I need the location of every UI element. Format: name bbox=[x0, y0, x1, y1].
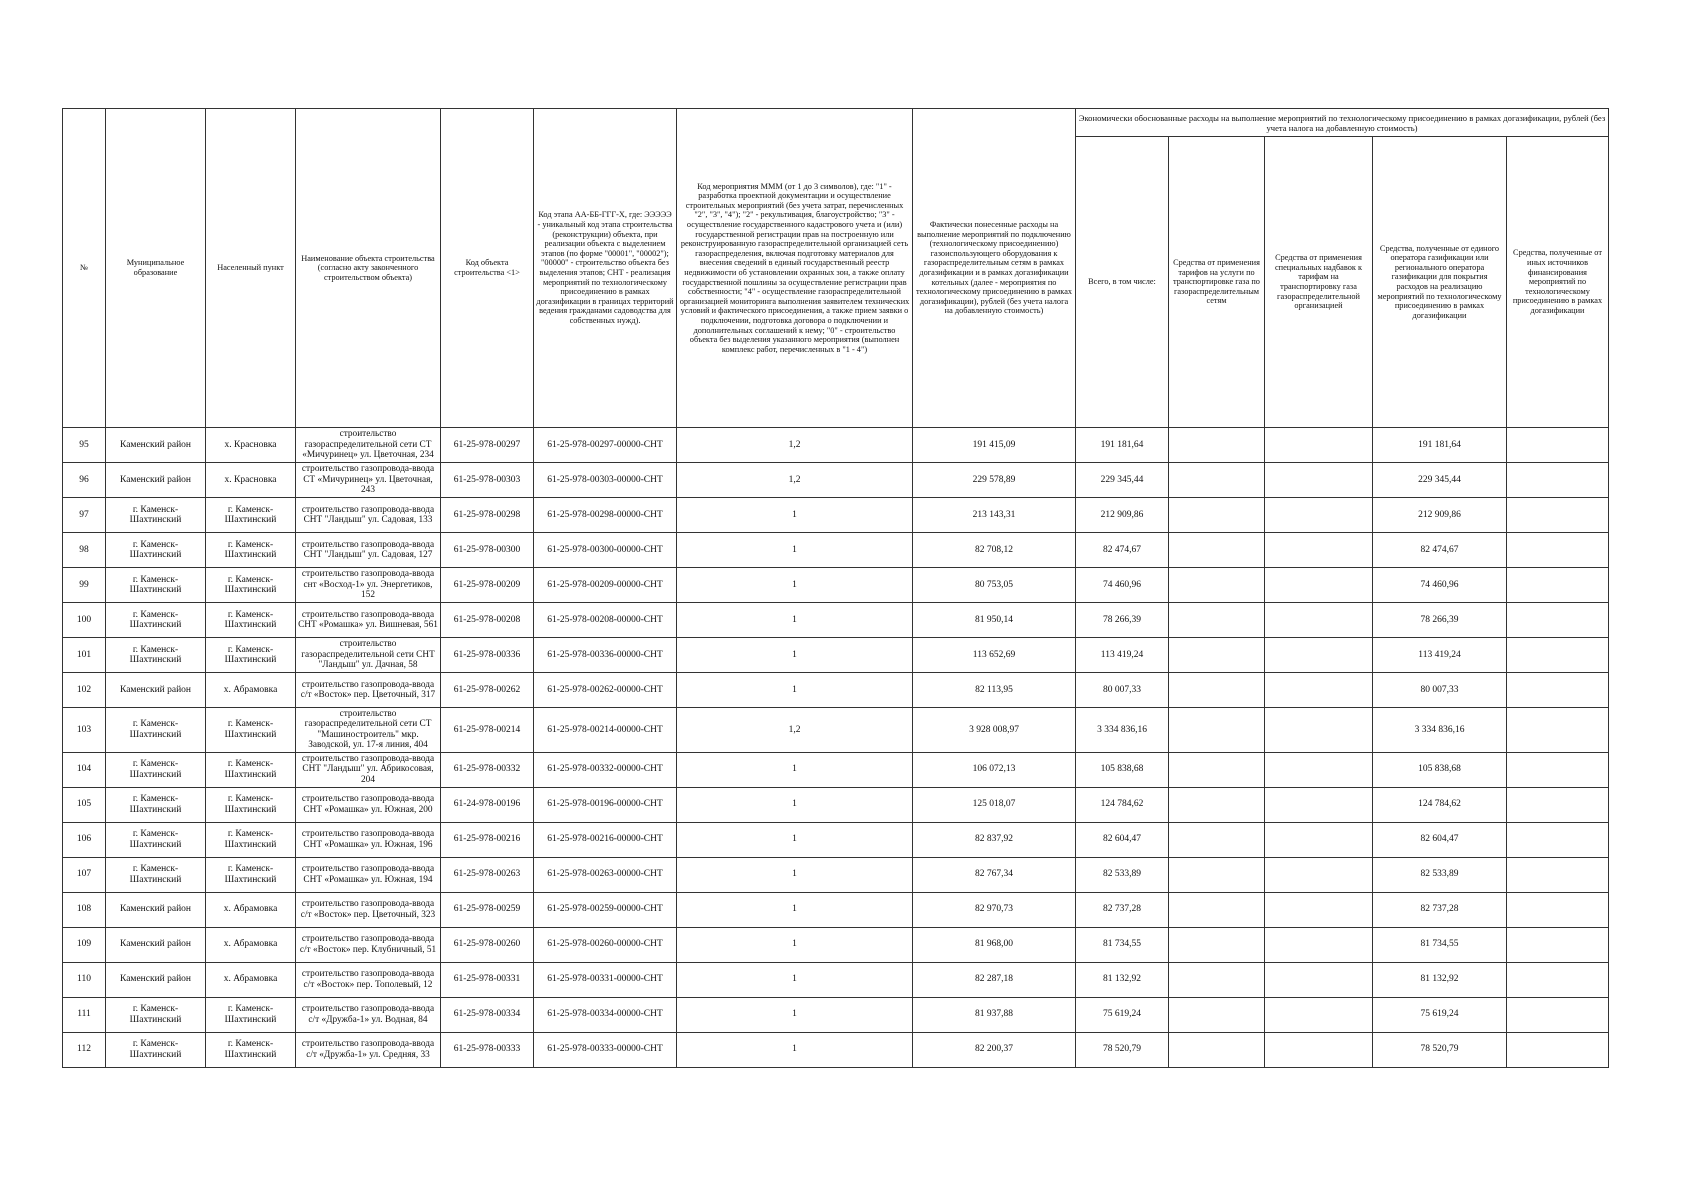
table-row bbox=[63, 822, 1609, 857]
header-actual-costs: Фактически понесенные расходы на выполнение мероприятий по подключению (технологическому присоединению) газоиспользующего оборудования к газораспределительным сетям в рамках догазификации и в рамках догазификации котельных (далее - мероприятия по технологическому присоединению в рамках догазификации), рублей (без учета налога на добавленную стоимость) bbox=[913, 109, 1076, 428]
cell-object-code: 61-25-978-00332 bbox=[441, 752, 534, 787]
cell-total: 113 419,24 bbox=[1076, 638, 1169, 673]
cell-total: 81 734,55 bbox=[1076, 927, 1169, 962]
cell-event-code: 1,2 bbox=[677, 463, 913, 498]
cell-event-code: 1 bbox=[677, 787, 913, 822]
cell-settlement: х. Абрамовка bbox=[206, 673, 296, 708]
cell-other bbox=[1507, 568, 1609, 603]
cell-object-name: строительство газопровода-ввода СНТ «Ромашка» ул. Южная, 196 bbox=[296, 822, 441, 857]
cell-actual-costs: 80 753,05 bbox=[913, 568, 1076, 603]
cell-operator: 81 734,55 bbox=[1373, 927, 1507, 962]
table-row bbox=[63, 997, 1609, 1032]
cell-settlement: г. Каменск-Шахтинский bbox=[206, 568, 296, 603]
cell-operator: 80 007,33 bbox=[1373, 673, 1507, 708]
cell-object-name: строительство газопровода-ввода СНТ «Ромашка» ул. Вишневая, 561 bbox=[296, 603, 441, 638]
cell-other bbox=[1507, 498, 1609, 533]
cell-num: 96 bbox=[63, 463, 106, 498]
cell-tariff bbox=[1169, 822, 1265, 857]
cell-object-name: строительство газопровода-ввода СНТ "Ландыш" ул. Абрикосовая, 204 bbox=[296, 752, 441, 787]
cell-surcharge bbox=[1265, 752, 1373, 787]
cell-stage-code: 61-25-978-00216-00000-СНТ bbox=[534, 822, 677, 857]
cell-stage-code: 61-25-978-00214-00000-СНТ bbox=[534, 708, 677, 753]
cell-operator: 75 619,24 bbox=[1373, 997, 1507, 1032]
cell-total: 229 345,44 bbox=[1076, 463, 1169, 498]
cell-tariff bbox=[1169, 603, 1265, 638]
cell-other bbox=[1507, 857, 1609, 892]
cell-num: 100 bbox=[63, 603, 106, 638]
cell-other bbox=[1507, 463, 1609, 498]
table-row bbox=[63, 603, 1609, 638]
cell-other bbox=[1507, 962, 1609, 997]
cell-object-code: 61-24-978-00196 bbox=[441, 787, 534, 822]
cell-surcharge bbox=[1265, 787, 1373, 822]
cell-tariff bbox=[1169, 892, 1265, 927]
cell-event-code: 1 bbox=[677, 673, 913, 708]
cell-actual-costs: 82 837,92 bbox=[913, 822, 1076, 857]
cell-operator: 113 419,24 bbox=[1373, 638, 1507, 673]
cell-event-code: 1,2 bbox=[677, 708, 913, 753]
header-other: Средства, полученные от иных источников финансирования мероприятий по технологическому присоединению в рамках догазификации bbox=[1507, 137, 1609, 428]
cell-total: 75 619,24 bbox=[1076, 997, 1169, 1032]
cell-settlement: г. Каменск-Шахтинский bbox=[206, 603, 296, 638]
cell-stage-code: 61-25-978-00303-00000-СНТ bbox=[534, 463, 677, 498]
header-num: № bbox=[63, 109, 106, 428]
cell-other bbox=[1507, 822, 1609, 857]
table-row bbox=[63, 673, 1609, 708]
cell-other bbox=[1507, 603, 1609, 638]
header-surcharge: Средства от применения специальных надбавок к тарифам на транспортировку газа газораспределительной организацией bbox=[1265, 137, 1373, 428]
cell-object-name: строительство газопровода-ввода снт «Восход-1» ул. Энергетиков, 152 bbox=[296, 568, 441, 603]
cell-stage-code: 61-25-978-00259-00000-СНТ bbox=[534, 892, 677, 927]
table-row bbox=[63, 638, 1609, 673]
cell-operator: 191 181,64 bbox=[1373, 428, 1507, 463]
cell-total: 3 334 836,16 bbox=[1076, 708, 1169, 753]
cell-settlement: г. Каменск-Шахтинский bbox=[206, 708, 296, 753]
cell-num: 111 bbox=[63, 997, 106, 1032]
table-row bbox=[63, 463, 1609, 498]
cell-object-code: 61-25-978-00334 bbox=[441, 997, 534, 1032]
cell-tariff bbox=[1169, 638, 1265, 673]
cell-surcharge bbox=[1265, 533, 1373, 568]
cell-settlement: х. Абрамовка bbox=[206, 892, 296, 927]
cell-municipality: г. Каменск-Шахтинский bbox=[106, 638, 206, 673]
cell-settlement: г. Каменск-Шахтинский bbox=[206, 752, 296, 787]
cell-num: 104 bbox=[63, 752, 106, 787]
cell-operator: 78 520,79 bbox=[1373, 1032, 1507, 1067]
cell-stage-code: 61-25-978-00297-00000-СНТ bbox=[534, 428, 677, 463]
cell-operator: 82 533,89 bbox=[1373, 857, 1507, 892]
cell-object-name: строительство газопровода-ввода СНТ «Ромашка» ул. Южная, 200 bbox=[296, 787, 441, 822]
header-tariff: Средства от применения тарифов на услуги по транспортировке газа по газораспределительным сетям bbox=[1169, 137, 1265, 428]
cell-surcharge bbox=[1265, 638, 1373, 673]
cell-stage-code: 61-25-978-00298-00000-СНТ bbox=[534, 498, 677, 533]
cell-total: 82 737,28 bbox=[1076, 892, 1169, 927]
table-row bbox=[63, 787, 1609, 822]
cell-num: 99 bbox=[63, 568, 106, 603]
cell-municipality: г. Каменск-Шахтинский bbox=[106, 822, 206, 857]
header-object-code: Код объекта строительства <1> bbox=[441, 109, 534, 428]
cell-object-name: строительство газораспределительной сети СНТ "Ландыш" ул. Дачная, 58 bbox=[296, 638, 441, 673]
cell-tariff bbox=[1169, 927, 1265, 962]
cell-stage-code: 61-25-978-00196-00000-СНТ bbox=[534, 787, 677, 822]
cell-object-name: строительство газопровода-ввода с/т «Дружба-1» ул. Водная, 84 bbox=[296, 997, 441, 1032]
table-row bbox=[63, 1032, 1609, 1067]
cell-actual-costs: 113 652,69 bbox=[913, 638, 1076, 673]
cell-actual-costs: 125 018,07 bbox=[913, 787, 1076, 822]
cell-stage-code: 61-25-978-00208-00000-СНТ bbox=[534, 603, 677, 638]
cell-municipality: г. Каменск-Шахтинский bbox=[106, 708, 206, 753]
cell-other bbox=[1507, 1032, 1609, 1067]
cell-num: 101 bbox=[63, 638, 106, 673]
cell-object-code: 61-25-978-00260 bbox=[441, 927, 534, 962]
table-row bbox=[63, 892, 1609, 927]
cell-municipality: г. Каменск-Шахтинский bbox=[106, 1032, 206, 1067]
cell-object-code: 61-25-978-00262 bbox=[441, 673, 534, 708]
cell-total: 105 838,68 bbox=[1076, 752, 1169, 787]
cell-stage-code: 61-25-978-00332-00000-СНТ bbox=[534, 752, 677, 787]
cell-operator: 105 838,68 bbox=[1373, 752, 1507, 787]
cell-object-code: 61-25-978-00300 bbox=[441, 533, 534, 568]
cell-municipality: г. Каменск-Шахтинский bbox=[106, 997, 206, 1032]
header-settlement: Населенный пункт bbox=[206, 109, 296, 428]
cell-other bbox=[1507, 638, 1609, 673]
cell-other bbox=[1507, 673, 1609, 708]
cell-surcharge bbox=[1265, 708, 1373, 753]
cell-tariff bbox=[1169, 997, 1265, 1032]
cell-event-code: 1,2 bbox=[677, 428, 913, 463]
cell-event-code: 1 bbox=[677, 927, 913, 962]
cell-municipality: г. Каменск-Шахтинский bbox=[106, 752, 206, 787]
cell-object-name: строительство газопровода-ввода СНТ «Ромашка» ул. Южная, 194 bbox=[296, 857, 441, 892]
cell-surcharge bbox=[1265, 603, 1373, 638]
cell-total: 191 181,64 bbox=[1076, 428, 1169, 463]
cell-municipality: г. Каменск-Шахтинский bbox=[106, 498, 206, 533]
cell-stage-code: 61-25-978-00333-00000-СНТ bbox=[534, 1032, 677, 1067]
cell-stage-code: 61-25-978-00334-00000-СНТ bbox=[534, 997, 677, 1032]
cell-municipality: Каменский район bbox=[106, 892, 206, 927]
cell-settlement: г. Каменск-Шахтинский bbox=[206, 857, 296, 892]
cell-operator: 78 266,39 bbox=[1373, 603, 1507, 638]
cell-municipality: Каменский район bbox=[106, 673, 206, 708]
cell-operator: 229 345,44 bbox=[1373, 463, 1507, 498]
cell-object-code: 61-25-978-00336 bbox=[441, 638, 534, 673]
cell-stage-code: 61-25-978-00331-00000-СНТ bbox=[534, 962, 677, 997]
cell-num: 110 bbox=[63, 962, 106, 997]
cell-settlement: г. Каменск-Шахтинский bbox=[206, 638, 296, 673]
cell-total: 82 604,47 bbox=[1076, 822, 1169, 857]
table-row bbox=[63, 708, 1609, 753]
cell-stage-code: 61-25-978-00262-00000-СНТ bbox=[534, 673, 677, 708]
cell-event-code: 1 bbox=[677, 498, 913, 533]
table-row bbox=[63, 927, 1609, 962]
table-row bbox=[63, 752, 1609, 787]
cell-num: 98 bbox=[63, 533, 106, 568]
cell-tariff bbox=[1169, 787, 1265, 822]
table-row bbox=[63, 857, 1609, 892]
cell-total: 124 784,62 bbox=[1076, 787, 1169, 822]
cell-num: 107 bbox=[63, 857, 106, 892]
cell-object-name: строительство газопровода-ввода с/т «Восток» пер. Цветочный, 317 bbox=[296, 673, 441, 708]
cell-event-code: 1 bbox=[677, 962, 913, 997]
cell-tariff bbox=[1169, 673, 1265, 708]
cell-num: 109 bbox=[63, 927, 106, 962]
cell-other bbox=[1507, 533, 1609, 568]
cell-object-name: строительство газопровода-ввода с/т «Дружба-1» ул. Средняя, 33 bbox=[296, 1032, 441, 1067]
header-row-1 bbox=[63, 109, 1609, 137]
cell-actual-costs: 213 143,31 bbox=[913, 498, 1076, 533]
cell-settlement: г. Каменск-Шахтинский bbox=[206, 498, 296, 533]
cell-other bbox=[1507, 997, 1609, 1032]
cell-settlement: г. Каменск-Шахтинский bbox=[206, 787, 296, 822]
cell-tariff bbox=[1169, 857, 1265, 892]
header-operator: Средства, полученные от единого оператора газификации или регионального оператора газификации для покрытия расходов на реализацию мероприятий по технологическому присоединению в рамках догазификации bbox=[1373, 137, 1507, 428]
table-row bbox=[63, 533, 1609, 568]
cell-stage-code: 61-25-978-00263-00000-СНТ bbox=[534, 857, 677, 892]
cell-actual-costs: 82 767,34 bbox=[913, 857, 1076, 892]
cell-actual-costs: 81 968,00 bbox=[913, 927, 1076, 962]
cell-surcharge bbox=[1265, 498, 1373, 533]
cell-object-code: 61-25-978-00259 bbox=[441, 892, 534, 927]
cell-total: 81 132,92 bbox=[1076, 962, 1169, 997]
cell-actual-costs: 229 578,89 bbox=[913, 463, 1076, 498]
cell-surcharge bbox=[1265, 463, 1373, 498]
cell-total: 78 266,39 bbox=[1076, 603, 1169, 638]
cell-other bbox=[1507, 428, 1609, 463]
cell-surcharge bbox=[1265, 822, 1373, 857]
cell-operator: 81 132,92 bbox=[1373, 962, 1507, 997]
cell-object-code: 61-25-978-00303 bbox=[441, 463, 534, 498]
cell-settlement: г. Каменск-Шахтинский bbox=[206, 533, 296, 568]
cell-surcharge bbox=[1265, 997, 1373, 1032]
dogazification-table bbox=[62, 108, 1609, 1068]
cell-actual-costs: 106 072,13 bbox=[913, 752, 1076, 787]
cell-other bbox=[1507, 892, 1609, 927]
header-econ-group: Экономически обоснованные расходы на выполнение мероприятий по технологическому присоединению в рамках догазификации, рублей (без учета налога на добавленную стоимость) bbox=[1076, 109, 1609, 137]
cell-tariff bbox=[1169, 568, 1265, 603]
cell-other bbox=[1507, 708, 1609, 753]
cell-total: 74 460,96 bbox=[1076, 568, 1169, 603]
cell-municipality: г. Каменск-Шахтинский bbox=[106, 533, 206, 568]
cell-object-name: строительство газораспределительной сети СТ "Машиностроитель" мкр. Заводской, ул. 17-я линия, 404 bbox=[296, 708, 441, 753]
cell-tariff bbox=[1169, 1032, 1265, 1067]
cell-object-code: 61-25-978-00208 bbox=[441, 603, 534, 638]
cell-stage-code: 61-25-978-00260-00000-СНТ bbox=[534, 927, 677, 962]
header-object-name: Наименование объекта строительства (согласно акту законченного строительством объекта) bbox=[296, 109, 441, 428]
cell-actual-costs: 81 950,14 bbox=[913, 603, 1076, 638]
cell-object-name: строительство газопровода-ввода с/т «Восток» пер. Тополевый, 12 bbox=[296, 962, 441, 997]
cell-total: 82 474,67 bbox=[1076, 533, 1169, 568]
cell-actual-costs: 191 415,09 bbox=[913, 428, 1076, 463]
cell-event-code: 1 bbox=[677, 857, 913, 892]
cell-municipality: г. Каменск-Шахтинский bbox=[106, 857, 206, 892]
cell-event-code: 1 bbox=[677, 638, 913, 673]
cell-num: 95 bbox=[63, 428, 106, 463]
cell-settlement: г. Каменск-Шахтинский bbox=[206, 822, 296, 857]
cell-operator: 82 474,67 bbox=[1373, 533, 1507, 568]
cell-tariff bbox=[1169, 463, 1265, 498]
cell-operator: 124 784,62 bbox=[1373, 787, 1507, 822]
cell-municipality: Каменский район bbox=[106, 927, 206, 962]
cell-object-code: 61-25-978-00298 bbox=[441, 498, 534, 533]
cell-object-code: 61-25-978-00333 bbox=[441, 1032, 534, 1067]
cell-actual-costs: 81 937,88 bbox=[913, 997, 1076, 1032]
cell-total: 78 520,79 bbox=[1076, 1032, 1169, 1067]
cell-municipality: г. Каменск-Шахтинский bbox=[106, 787, 206, 822]
cell-object-name: строительство газопровода-ввода СНТ "Ландыш" ул. Садовая, 133 bbox=[296, 498, 441, 533]
table-row bbox=[63, 428, 1609, 463]
cell-object-name: строительство газопровода-ввода СНТ "Ландыш" ул. Садовая, 127 bbox=[296, 533, 441, 568]
cell-object-code: 61-25-978-00297 bbox=[441, 428, 534, 463]
cell-surcharge bbox=[1265, 927, 1373, 962]
cell-actual-costs: 82 287,18 bbox=[913, 962, 1076, 997]
header-municipality: Муниципальное образование bbox=[106, 109, 206, 428]
cell-event-code: 1 bbox=[677, 1032, 913, 1067]
cell-surcharge bbox=[1265, 1032, 1373, 1067]
cell-event-code: 1 bbox=[677, 997, 913, 1032]
cell-event-code: 1 bbox=[677, 603, 913, 638]
cell-operator: 74 460,96 bbox=[1373, 568, 1507, 603]
cell-total: 212 909,86 bbox=[1076, 498, 1169, 533]
cell-actual-costs: 82 708,12 bbox=[913, 533, 1076, 568]
table-row bbox=[63, 498, 1609, 533]
cell-settlement: х. Красновка bbox=[206, 428, 296, 463]
cell-object-code: 61-25-978-00331 bbox=[441, 962, 534, 997]
cell-surcharge bbox=[1265, 673, 1373, 708]
cell-num: 112 bbox=[63, 1032, 106, 1067]
cell-event-code: 1 bbox=[677, 822, 913, 857]
cell-num: 97 bbox=[63, 498, 106, 533]
cell-tariff bbox=[1169, 498, 1265, 533]
cell-num: 105 bbox=[63, 787, 106, 822]
cell-surcharge bbox=[1265, 857, 1373, 892]
cell-settlement: х. Абрамовка bbox=[206, 962, 296, 997]
cell-settlement: г. Каменск-Шахтинский bbox=[206, 1032, 296, 1067]
cell-num: 106 bbox=[63, 822, 106, 857]
cell-stage-code: 61-25-978-00300-00000-СНТ bbox=[534, 533, 677, 568]
cell-surcharge bbox=[1265, 568, 1373, 603]
cell-object-name: строительство газопровода-ввода СТ «Мичуринец» ул. Цветочная, 243 bbox=[296, 463, 441, 498]
cell-settlement: г. Каменск-Шахтинский bbox=[206, 997, 296, 1032]
cell-num: 108 bbox=[63, 892, 106, 927]
cell-object-name: строительство газопровода-ввода с/т «Восток» пер. Клубничный, 51 bbox=[296, 927, 441, 962]
cell-operator: 82 737,28 bbox=[1373, 892, 1507, 927]
cell-operator: 212 909,86 bbox=[1373, 498, 1507, 533]
table-body bbox=[63, 428, 1609, 1068]
cell-municipality: Каменский район bbox=[106, 428, 206, 463]
cell-event-code: 1 bbox=[677, 568, 913, 603]
cell-object-code: 61-25-978-00216 bbox=[441, 822, 534, 857]
header-total: Всего, в том числе: bbox=[1076, 137, 1169, 428]
cell-tariff bbox=[1169, 962, 1265, 997]
cell-operator: 3 334 836,16 bbox=[1373, 708, 1507, 753]
cell-surcharge bbox=[1265, 428, 1373, 463]
cell-object-name: строительство газораспределительной сети СТ «Мичуринец» ул. Цветочная, 234 bbox=[296, 428, 441, 463]
cell-other bbox=[1507, 927, 1609, 962]
cell-object-code: 61-25-978-00263 bbox=[441, 857, 534, 892]
cell-settlement: х. Абрамовка bbox=[206, 927, 296, 962]
cell-total: 82 533,89 bbox=[1076, 857, 1169, 892]
cell-event-code: 1 bbox=[677, 892, 913, 927]
document-page bbox=[62, 108, 1608, 1068]
cell-num: 102 bbox=[63, 673, 106, 708]
cell-stage-code: 61-25-978-00209-00000-СНТ bbox=[534, 568, 677, 603]
cell-tariff bbox=[1169, 708, 1265, 753]
cell-actual-costs: 82 970,73 bbox=[913, 892, 1076, 927]
cell-surcharge bbox=[1265, 962, 1373, 997]
cell-tariff bbox=[1169, 428, 1265, 463]
cell-num: 103 bbox=[63, 708, 106, 753]
cell-actual-costs: 82 200,37 bbox=[913, 1032, 1076, 1067]
cell-object-code: 61-25-978-00214 bbox=[441, 708, 534, 753]
cell-event-code: 1 bbox=[677, 752, 913, 787]
cell-municipality: Каменский район bbox=[106, 463, 206, 498]
header-stage-code: Код этапа АА-ББ-ГГГ-Х, где: ЭЭЭЭЭ - уникальный код этапа строительства (реконструкции) объекта, при реализации объекта с выделением этапов (по форме "00001", "00002"); "00000" - строительство объекта без выделения этапов; СНТ - реализация мероприятий по технологическому присоединению в рамках догазификации в границах территорий ведения гражданами садоводства для собственных нужд). bbox=[534, 109, 677, 428]
cell-municipality: г. Каменск-Шахтинский bbox=[106, 568, 206, 603]
cell-surcharge bbox=[1265, 892, 1373, 927]
cell-total: 80 007,33 bbox=[1076, 673, 1169, 708]
cell-event-code: 1 bbox=[677, 533, 913, 568]
cell-object-name: строительство газопровода-ввода с/т «Восток» пер. Цветочный, 323 bbox=[296, 892, 441, 927]
header-event-code: Код мероприятия МММ (от 1 до 3 символов), где: "1" - разработка проектной документации и осуществление строительных мероприятий (без учета затрат, перечисленных "2", "3", "4"); "2" - рекультивация, благоустройство; "3" - осуществление государственного кадастрового учета и (или) государственной регистрации прав на построенную или реконструированную газораспределительной организацией сеть газораспределения, включая подготовку материалов для внесения сведений в единый государственный реестр недвижимости об установлении охранных зон, а также оплату государственной пошлины за осуществление регистрации прав собственности; "4" - осуществление газораспределительной организацией мониторинга выполнения заявителем технических условий и фактического присоединения, а также прием заявки о подключении, подготовка договора о подключении и дополнительных соглашений к нему; "0" - строительство объекта без выделения указанного мероприятия (выполнен комплекс работ, перечисленных в "1 - 4") bbox=[677, 109, 913, 428]
cell-tariff bbox=[1169, 533, 1265, 568]
cell-municipality: г. Каменск-Шахтинский bbox=[106, 603, 206, 638]
cell-actual-costs: 82 113,95 bbox=[913, 673, 1076, 708]
table-row bbox=[63, 962, 1609, 997]
cell-municipality: Каменский район bbox=[106, 962, 206, 997]
cell-operator: 82 604,47 bbox=[1373, 822, 1507, 857]
cell-other bbox=[1507, 787, 1609, 822]
cell-tariff bbox=[1169, 752, 1265, 787]
cell-other bbox=[1507, 752, 1609, 787]
cell-settlement: х. Красновка bbox=[206, 463, 296, 498]
cell-stage-code: 61-25-978-00336-00000-СНТ bbox=[534, 638, 677, 673]
table-row bbox=[63, 568, 1609, 603]
cell-object-code: 61-25-978-00209 bbox=[441, 568, 534, 603]
cell-actual-costs: 3 928 008,97 bbox=[913, 708, 1076, 753]
